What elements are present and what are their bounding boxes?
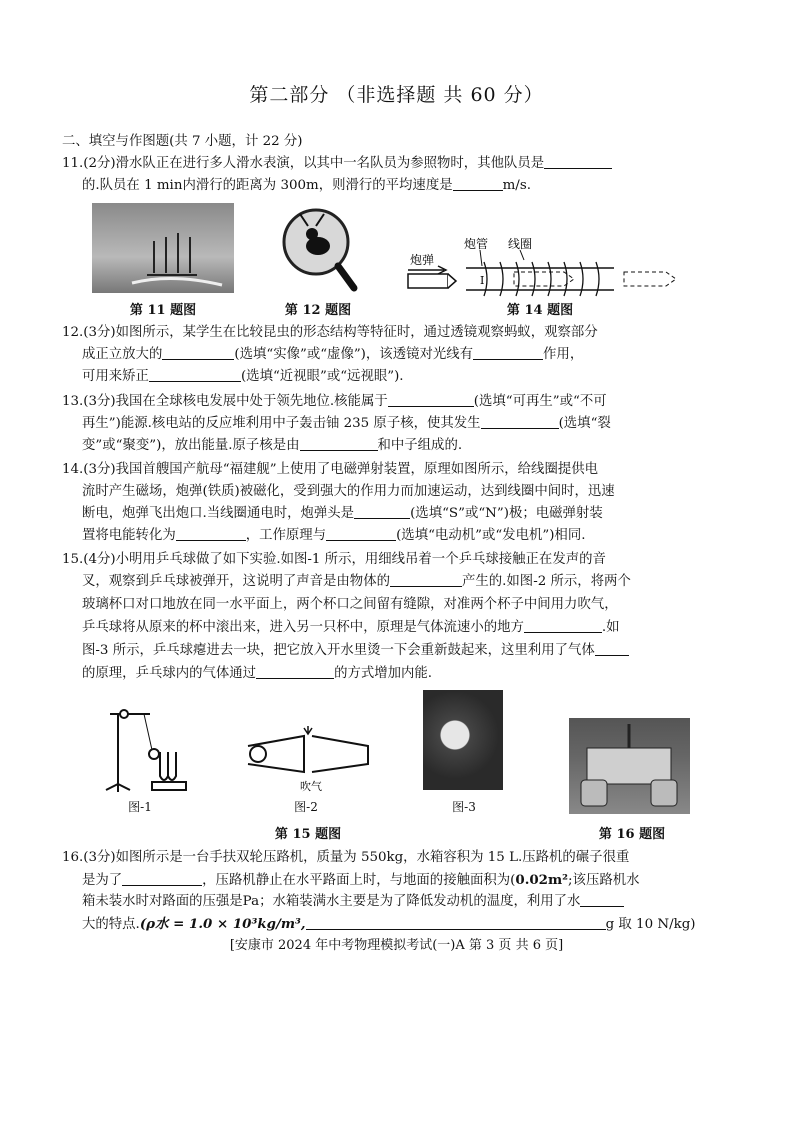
q12-blank-3 <box>149 367 241 382</box>
caption-fig12: 第 12 题图 <box>284 303 352 318</box>
q15-line-5: 图-3 所示，乒乓球瘪进去一块，把它放入开水里烫一下会重新鼓起来，这里利用了气体 <box>82 640 629 662</box>
q14-line-2: 流时产生磁场，炮弹(铁质)被磁化，受到强大的作用力而加速运动，达到线圈中间时，迅速 <box>82 484 615 499</box>
q16-roller-photo <box>569 718 690 814</box>
q15-fig3-photo <box>423 690 503 790</box>
svg-text:I: I <box>480 274 485 287</box>
q14-line-3: 断电，炮弹飞出炮口.当线圈通电时，炮弹头是 (选填“S”或“N”)极；电磁弹射装 <box>82 506 603 521</box>
q14-coil-gun-diagram <box>404 232 684 298</box>
q15-line-3: 玻璃杯口对口地放在同一水平面上，两个杯口之间留有缝隙，对准两个杯子中间用力吹气， <box>82 597 618 612</box>
q16-line-4: 大的特点.(ρ水 = 1.0 × 10³kg/m³, g 取 10 N/kg) <box>82 916 696 932</box>
q15-blank-1 <box>390 572 462 587</box>
q15-fig1-tuning-fork <box>100 700 192 794</box>
q12-blank-1 <box>162 345 234 360</box>
coil-label: 线圈 <box>508 237 533 251</box>
q13-blank-2 <box>481 414 559 429</box>
q15-line-2: 叉，观察到乒乓球被弹开，这说明了声音是由物体的 产生的.如图-2 所示，将两个 <box>82 574 631 589</box>
caption-fig16: 第 16 题图 <box>598 827 666 842</box>
q13-blank-3 <box>300 436 378 451</box>
q16-line-1: 16.(3分)如图所示是一台手扶双轮压路机，质量为 550kg，水箱容积为 15 L.压路机的碾子很重 <box>62 850 630 865</box>
caption-fig11: 第 11 题图 <box>129 303 197 318</box>
area-value: 0.02m² <box>515 872 569 888</box>
bullet-label: 炮弹 <box>410 253 435 267</box>
section-heading: 二、填空与作图题(共 7 小题，计 22 分) <box>62 134 303 149</box>
q15-fig2-two-cups <box>238 720 378 798</box>
q12-line-2: 成正立放大的 (选填“实像”或“虚像”)，该透镜对光线有 作用， <box>82 347 584 362</box>
q16-blank-1 <box>122 871 202 886</box>
q13-blank-1 <box>388 392 474 407</box>
caption-fig14: 第 14 题图 <box>506 303 574 318</box>
q15-line-1: 15.(4分)小明用乒乓球做了如下实验.如图-1 所示，用细线吊着一个乒乓球接触正在发声的音 <box>62 552 606 567</box>
q14-blank-1 <box>354 504 410 519</box>
barrel-label: 炮管 <box>464 237 489 251</box>
q12-line-3: 可用来矫正 (选填“近视眼”或“远视眼”). <box>82 369 404 384</box>
q15-blank-3 <box>595 641 629 656</box>
q15-line-4: 乒乓球将从原来的杯中滚出来，进入另一只杯中，原理是气体流速小的地方 .如 <box>82 620 620 635</box>
q16-line-2: 是为了 ，压路机静止在水平路面上时，与地面的接触面积为(0.02m²;该压路机水 <box>82 872 640 888</box>
caption-fig15-1: 图-1 <box>128 800 152 814</box>
q12-line-1: 12.(3分)如图所示，某学生在比较昆虫的形态结构等特征时，通过透镜观察蚂蚁，观察部分 <box>62 325 598 340</box>
page-title: 第二部分 （非选择题 共 60 分） <box>249 84 544 106</box>
roller-figure <box>569 718 690 814</box>
q13-line-1: 13.(3分)我国在全球核电发展中处于领先地位.核能属于 (选填“可再生”或“不可 <box>62 394 607 409</box>
caption-fig15: 第 15 题图 <box>274 827 342 842</box>
blow-label: 吹气 <box>300 780 322 793</box>
rho-formula: (ρ水 = 1.0 × 10³kg/m³, <box>139 916 306 932</box>
q12-blank-2 <box>473 345 543 360</box>
q15-blank-2 <box>524 618 602 633</box>
q15-blank-4 <box>256 664 334 679</box>
q12-magnifier-figure <box>280 204 360 296</box>
water-ski-figure <box>92 203 234 293</box>
q16-line-3: 箱未装水时对路面的压强是Pa；水箱装满水主要是为了降低发动机的温度，利用了水 <box>82 891 624 913</box>
q11-water-ski-photo <box>92 203 234 293</box>
q11-line-2: 的.队员在 1 min内滑行的距离为 300m，则滑行的平均速度是 m/s. <box>82 178 531 193</box>
caption-fig15-2: 图-2 <box>294 800 318 814</box>
q13-line-3: 变”或“聚变”)，放出能量.原子核是由 和中子组成的. <box>82 438 463 453</box>
q11-line-1: 11.(2分)滑水队正在进行多人滑水表演，以其中一名队员为参照物时，其他队员是 <box>62 153 612 175</box>
q14-line-4: 置将电能转化为 ，工作原理与 (选填“电动机”或“发电机”)相同. <box>82 528 586 543</box>
q13-line-2: 再生”)能源.核电站的反应堆利用中子轰击铀 235 原子核，使其发生 (选填“裂 <box>82 416 611 431</box>
q14-blank-2 <box>176 526 246 541</box>
q14-blank-3 <box>326 526 396 541</box>
q15-line-6: 的原理，乒乓球内的气体通过 的方式增加内能. <box>82 666 433 681</box>
q16-blank-3 <box>306 915 606 930</box>
q14-line-1: 14.(3分)我国首艘国产航母“福建舰”上使用了电磁弹射装置，原理如图所示，给线圈提供电 <box>62 462 599 477</box>
q11-blank-2 <box>453 176 503 191</box>
q11-blank-1 <box>544 154 612 169</box>
q16-blank-2 <box>580 892 624 907</box>
caption-fig15-3: 图-3 <box>452 800 476 814</box>
page-footer: [安康市 2024 年中考物理模拟考试(一)A 第 3 页 共 6 页] <box>229 938 564 953</box>
